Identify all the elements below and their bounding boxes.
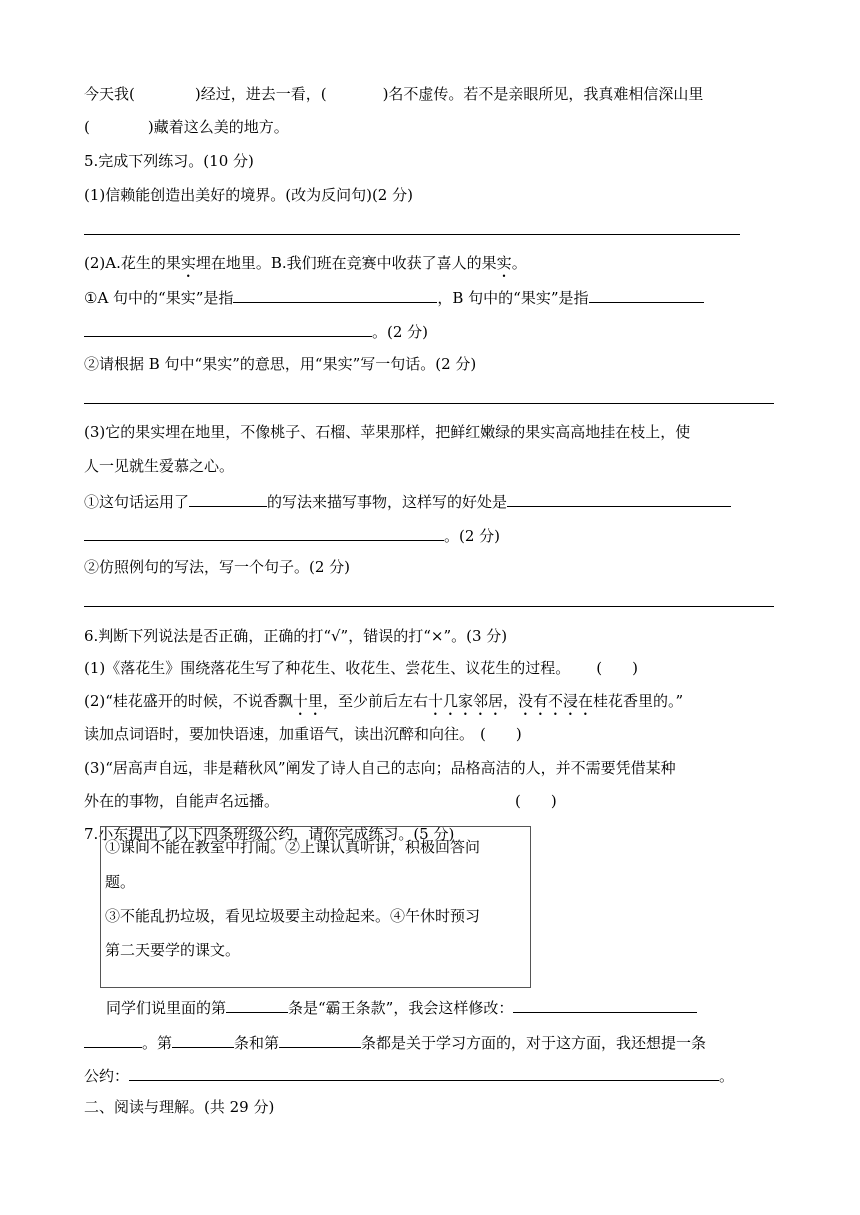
question-text: 。(2 分): [372, 323, 429, 341]
class-rules-box: [100, 826, 531, 988]
judge-parens[interactable]: ( ): [515, 792, 557, 810]
answer-blank[interactable]: [233, 286, 437, 303]
answer-line[interactable]: [84, 403, 774, 404]
q6-item2-cont: [84, 724, 522, 744]
answer-blank[interactable]: [513, 996, 697, 1013]
answer-line[interactable]: [84, 606, 774, 607]
question-text: 条是“霸王条款”，我会这样修改：: [288, 999, 514, 1017]
question-text: 公约：: [84, 1067, 130, 1085]
q7-fill-2: [84, 1031, 706, 1053]
question-text: ，B 句中的“果实”是指: [437, 289, 589, 307]
q6-item1: [84, 658, 638, 678]
q5-title: 5.完成下列练习。(10 分): [84, 152, 254, 170]
q5-part2-1-cont: [84, 320, 428, 342]
q7-title: 7.小东提出了以下四条班级公约，请你完成练习。(5 分): [84, 825, 455, 843]
answer-blank[interactable]: [189, 490, 267, 507]
passage-line-2: [84, 117, 289, 137]
statement-text: ，至少前后左右: [322, 692, 428, 710]
q6-item3: (3)“居高声自远，非是藉秋风”阐发了诗人自己的志向；品格高洁的人，并不需要凭借某种: [84, 759, 676, 777]
question-text: 条和第: [234, 1034, 280, 1052]
q6-title: 6.判断下列说法是否正确，正确的打“√”，错误的打“×”。(3 分): [84, 627, 508, 645]
answer-blank[interactable]: [507, 490, 731, 507]
answer-blank[interactable]: [226, 996, 288, 1013]
q5-part3-cont: 人一见就生爱慕之心。: [84, 457, 235, 475]
statement-text: 桂花香里的。”: [593, 692, 684, 710]
judge-parens[interactable]: ( ): [480, 725, 522, 743]
question-text: 条都是关于学习方面的，对于这方面，我还想提一条: [361, 1034, 707, 1052]
passage-text: 今天我(: [84, 85, 135, 103]
dotted-char: 实: [496, 254, 512, 272]
q5-part2-text: 埋在地里。B.我们班在竞赛中收获了喜人的果: [195, 254, 497, 272]
statement-text: (1)《落花生》围绕落花生写了种花生、收花生、尝花生、议花生的过程。: [84, 659, 571, 677]
statement-text: 外在的事物，自能声名远播。: [84, 792, 280, 810]
q5-part2-1: [84, 286, 704, 308]
q5-part1: (1)信赖能创造出美好的境界。(改为反问句)(2 分): [84, 186, 413, 204]
q7-fill-3: [84, 1064, 734, 1086]
passage-text: )名不虚传。若不是亲眼所见，我真难相信深山里: [382, 85, 704, 103]
q5-part3-1: [84, 490, 731, 512]
dotted-word: 没有不浸在: [517, 692, 593, 710]
section-2-heading: 二、阅读与理解。(共 29 分): [84, 1098, 275, 1116]
answer-line[interactable]: [84, 234, 740, 235]
question-text: 。(2 分): [444, 527, 501, 545]
rule-line: 第二天要学的课文。: [105, 941, 241, 959]
statement-text: 读加点词语时，要加快语速，加重语气，读出沉醉和向往。: [84, 725, 475, 743]
q5-part2-2: ②请根据 B 句中“果实”的意思，用“果实”写一句话。(2 分): [84, 355, 477, 373]
answer-blank[interactable]: [84, 524, 444, 541]
q6-item3-cont: [84, 791, 557, 811]
q5-part3: (3)它的果实埋在地里，不像桃子、石榴、苹果那样，把鲜红嫩绿的果实高高地挂在枝上，使: [84, 423, 691, 441]
q6-item2: [84, 691, 683, 719]
question-text: 的写法来描写事物，这样写的好处是: [267, 493, 508, 511]
answer-blank[interactable]: [589, 286, 704, 303]
dotted-word: 十几家邻居: [427, 692, 503, 710]
answer-blank[interactable]: [279, 1031, 361, 1048]
rule-line: ①课间不能在教室中打闹。②上课认真听讲，积极回答问: [105, 838, 481, 856]
statement-text: (2)“桂花盛开的时候，不说香飘: [84, 692, 293, 710]
q7-fill-1: [106, 996, 697, 1018]
statement-text: ，: [502, 692, 518, 710]
passage-text: )藏着这么美的地方。: [147, 118, 289, 136]
question-text: 同学们说里面的第: [106, 999, 227, 1017]
rule-line: 题。: [105, 873, 136, 891]
judge-parens[interactable]: ( ): [596, 659, 638, 677]
passage-text: (: [84, 118, 90, 136]
question-text: ①这句话运用了: [84, 493, 190, 511]
answer-blank[interactable]: [84, 1031, 142, 1048]
rule-line: ③不能乱扔垃圾，看见垃圾要主动捡起来。④午休时预习: [105, 907, 481, 925]
question-text: 。第: [142, 1034, 173, 1052]
passage-line-1: [84, 84, 703, 104]
q5-part2-text: 。: [511, 254, 527, 272]
q5-part3-1-cont: [84, 524, 500, 546]
dotted-char: 实: [180, 254, 196, 272]
question-text: 。: [719, 1067, 735, 1085]
passage-text: )经过，进去一看，(: [194, 85, 327, 103]
question-text: ①A 句中的“果实”是指: [84, 289, 234, 307]
dotted-word: 十里: [292, 692, 323, 710]
q5-part3-2: ②仿照例句的写法，写一个句子。(2 分): [84, 558, 351, 576]
q5-part2-text: (2)A.花生的果: [84, 254, 181, 272]
answer-blank[interactable]: [172, 1031, 234, 1048]
answer-blank[interactable]: [84, 320, 372, 337]
q5-part2: [84, 253, 527, 281]
answer-blank[interactable]: [129, 1064, 719, 1081]
